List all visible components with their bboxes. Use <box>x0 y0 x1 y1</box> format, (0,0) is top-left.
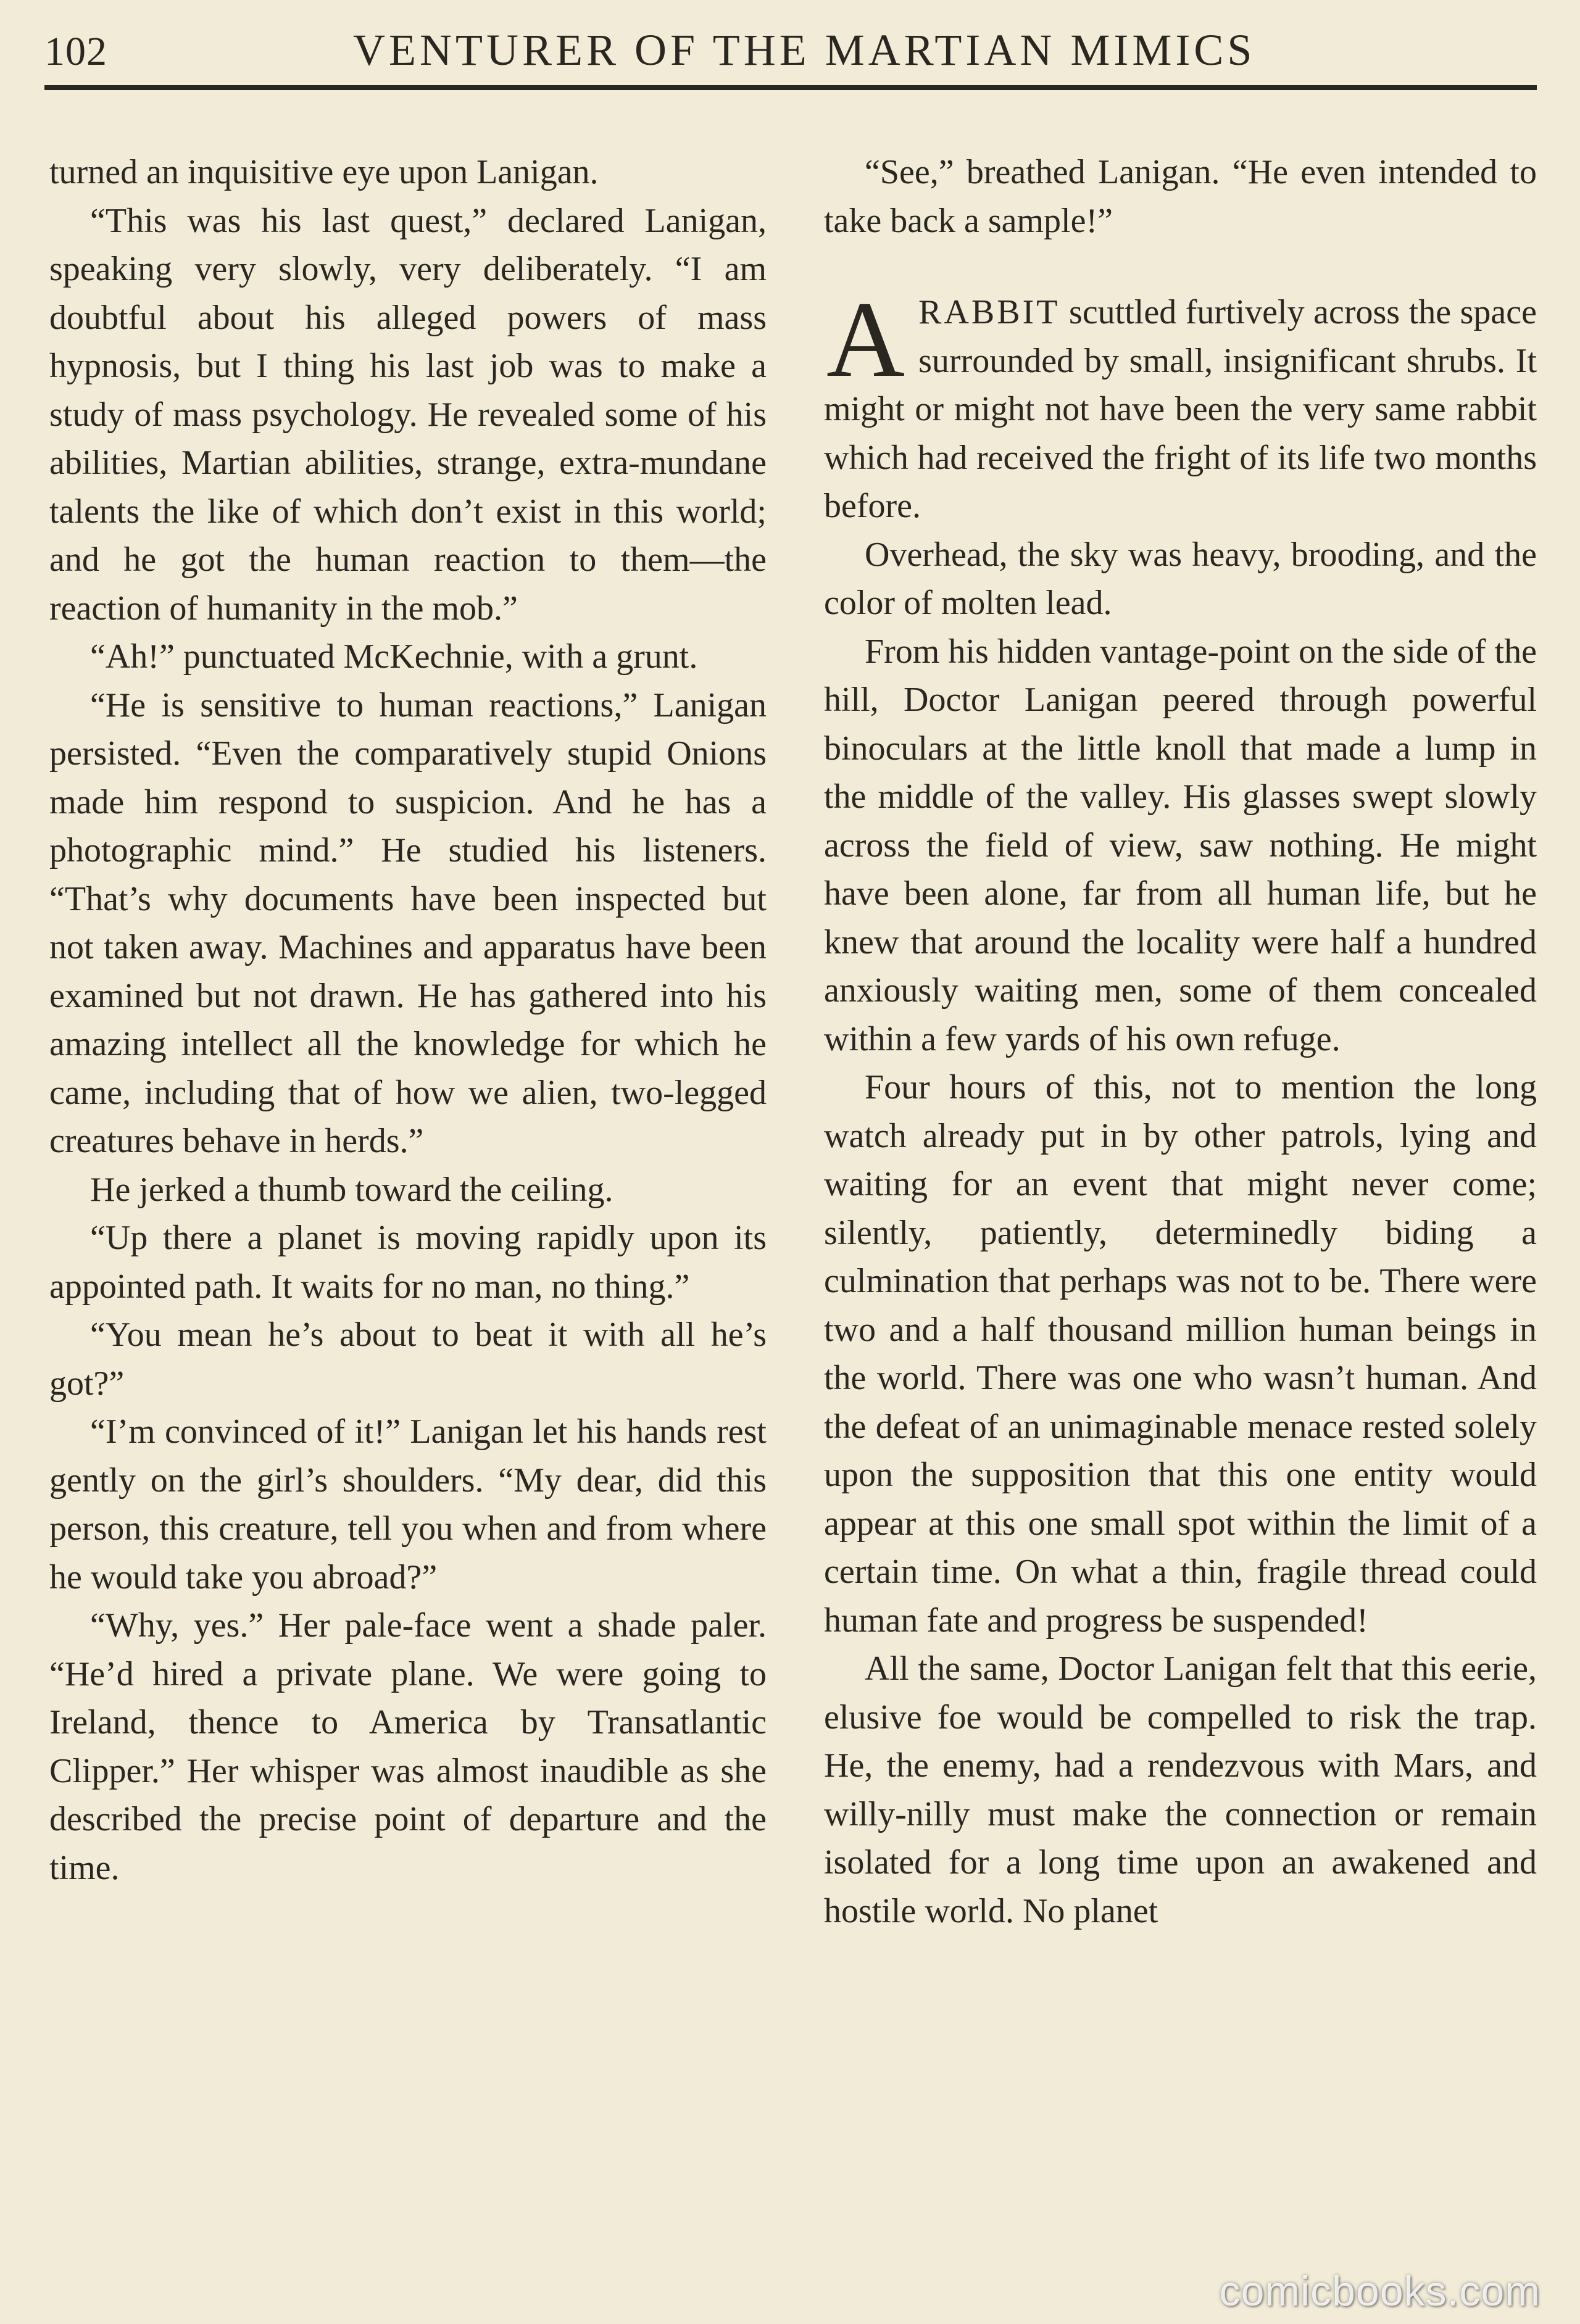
watermark: comicbooks.com <box>1219 2268 1540 2315</box>
paragraph: “Up there a planet is moving rapidly upon its appointed path. It waits for no man, no thing.” <box>49 1219 767 1306</box>
paragraph: “I’m convinced of it!” Lanigan let his hands rest gently on the girl’s shoulders. “My dear, did this person, this creature, tell you when and from where he would take you abroad?” <box>49 1413 767 1596</box>
paragraph: Overhead, the sky was heavy, brooding, and the color of molten lead. <box>824 535 1537 622</box>
paragraph: Four hours of this, not to mention the long watch already put in by other patrols, lying and waiting for an event that might never come; silently, patiently, determinedly biding a culmination that perhaps was not to be. There were two and a half thousand million human beings in the world. There was one who wasn’t human. And the defeat of an unimaginable menace rested solely upon the supposition that this one entity would appear at this one small spot within the limit of a certain time. On what a thin, fragile thread could human fate and progress be suspended! <box>824 1068 1537 1640</box>
paragraph: “This was his last quest,” declared Lanigan, speaking very slowly, very deliberately. “I am doubtful about his alleged powers of mass hypnosis, but I thing his last job was to make a study of mass psychology. He revealed some of his abilities, Martian abilities, strange, extra-mundane talents the like of which don’t exist in this world; and he got the human reaction to them—the reaction of humanity in the mob.” <box>49 201 767 628</box>
paragraph: All the same, Doctor Lanigan felt that this eerie, elusive foe would be compelled to risk the trap. He, the enemy, had a rendezvous with Mars, and willy-nilly must make the connection or remain isolated for a long time upon an awakened and hostile world. No planet <box>824 1650 1537 1930</box>
paragraph: “See,” breathed Lanigan. “He even intended to take back a sample!” <box>824 153 1537 240</box>
left-column <box>49 148 767 1892</box>
paragraph: “Ah!” punctuated McKechnie, with a grunt. <box>90 637 698 676</box>
running-title: VENTURER OF THE MARTIAN MIMICS <box>353 25 1256 75</box>
smallcaps-lead: RABBIT <box>918 293 1060 331</box>
paragraph: “You mean he’s about to beat it with all he’s got?” <box>49 1316 767 1403</box>
page-number: 102 <box>44 29 107 74</box>
paragraph: From his hidden vantage-point on the side of the hill, Doctor Lanigan peered through powerful binoculars at the little knoll that made a lump in the middle of the valley. His glasses swept slowly across the field of view, saw nothing. He might have been alone, far from all human life, but he knew that around the locality were half a hundred anxiously waiting men, some of them concealed within a few yards of his own refuge. <box>824 632 1537 1058</box>
paragraph: “Why, yes.” Her pale-face went a shade paler. “He’d hired a private plane. We were going to Ireland, thence to America by Transatlantic Clipper.” Her whisper was almost inaudible as she described the precise point of departure and the time. <box>49 1606 767 1887</box>
header-rule <box>44 85 1537 90</box>
paragraph-text: scuttled furtively across the space surrounded by small, insignificant shrubs. It might or might not have been the very same rabbit which had received the fright of its life two months before. <box>824 293 1537 525</box>
section-opening-paragraph <box>824 280 1537 531</box>
drop-cap: A <box>826 280 905 400</box>
page-header <box>44 22 1537 84</box>
paragraph: He jerked a thumb toward the ceiling. <box>90 1170 613 1209</box>
section-break <box>824 245 1537 288</box>
right-column <box>824 148 1537 1935</box>
paragraph: “He is sensitive to human reactions,” Lanigan persisted. “Even the comparatively stupid Onions made him respond to suspicion. And he has a photographic mind.” He studied his listeners. “That’s why documents have been inspected but not taken away. Machines and apparatus have been examined but not drawn. He has gathered into his amazing intellect all the knowledge for which he came, including that of how we alien, two-legged creatures behave in herds.” <box>49 686 767 1160</box>
paragraph: turned an inquisitive eye upon Lanigan. <box>49 153 599 191</box>
